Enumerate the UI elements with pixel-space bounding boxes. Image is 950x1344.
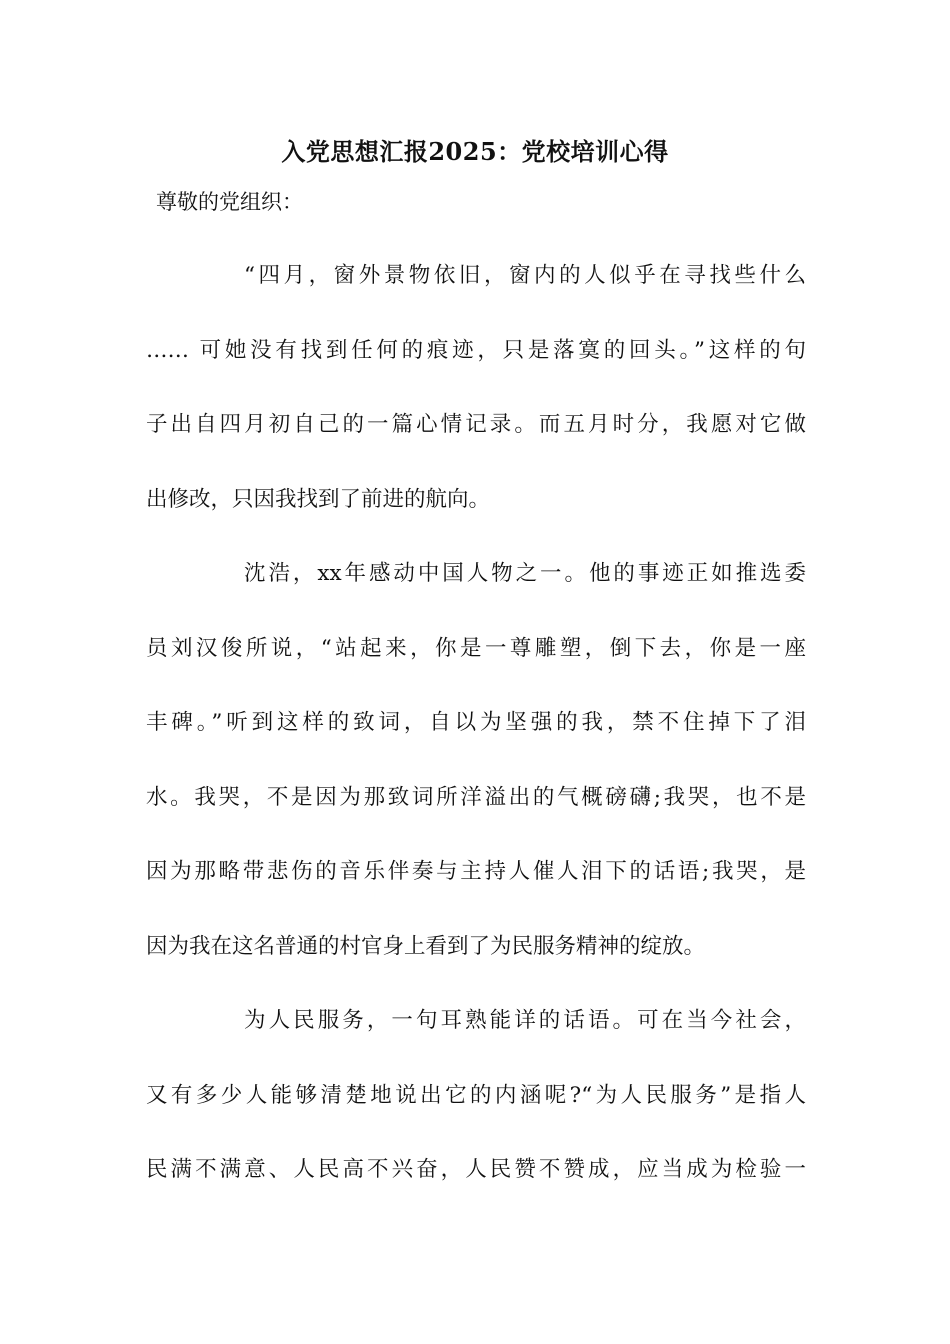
text-line: 民满不满意、人民高不兴奋，人民赞不赞成，应当成为检验一: [146, 1157, 806, 1182]
text-line: 又有多少人能够清楚地说出它的内涵呢?“为人民服务”是指人: [146, 1082, 806, 1108]
salutation: 尊敬的党组织：: [156, 190, 303, 214]
text-line: 沈浩，xx年感动中国人物之一。他的事迹正如推选委: [244, 561, 806, 586]
text-line: 员刘汉俊所说，“站起来，你是一尊雕塑，倒下去，你是一座: [146, 635, 806, 661]
text-line: 丰碑。”听到这样的致词，自以为坚强的我，禁不住掉下了泪: [146, 710, 806, 735]
document-title: 入党思想汇报2025：党校培训心得: [281, 137, 669, 166]
text-line: 出修改，只因我找到了前进的航向。: [146, 486, 491, 512]
text-line: 水。我哭，不是因为那致词所洋溢出的气概磅礴;我哭，也不是: [146, 784, 806, 810]
text-line: 因为那略带悲伤的音乐伴奏与主持人催人泪下的话语;我哭，是: [146, 859, 806, 884]
text-line: 为人民服务，一句耳熟能详的话语。可在当今社会，: [244, 1008, 806, 1033]
text-line: 因为我在这名普通的村官身上看到了为民服务精神的绽放。: [146, 933, 706, 959]
text-line: 子出自四月初自己的一篇心情记录。而五月时分，我愿对它做: [146, 412, 806, 437]
text-line: “四月，窗外景物依旧，窗内的人似乎在寻找些什么: [244, 263, 806, 288]
text-line: …… 可她没有找到任何的痕迹，只是落寞的回头。”这样的句: [146, 337, 806, 363]
document-body: [146, 256, 806, 1225]
